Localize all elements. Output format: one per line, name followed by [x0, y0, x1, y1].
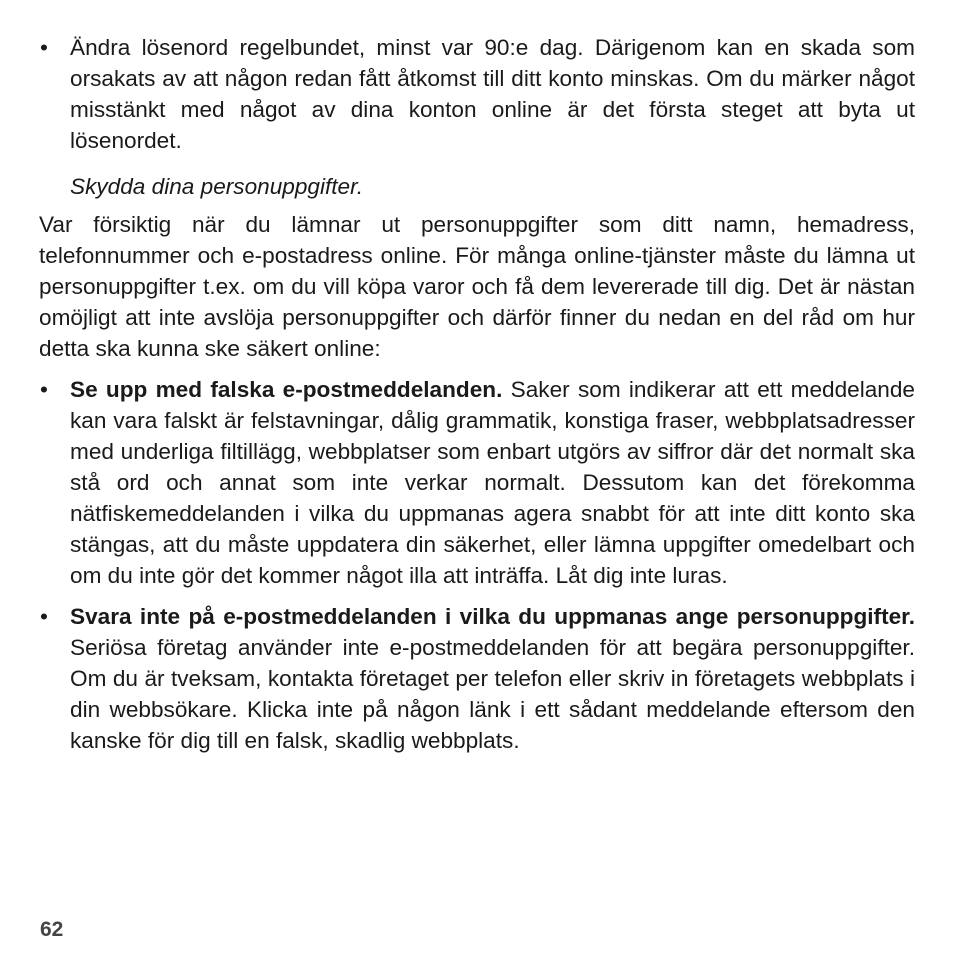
page-number: 62 [40, 918, 64, 941]
bullet-text: Ändra lösenord regelbundet, minst var 90:e dag. Därigenom kan en skada som orsakats av att någon redan fått åtkomst till ditt konto minskas. Om du märker något misstänkt med något av dina konton online är det första steget att byta ut lösenordet. [70, 35, 915, 153]
bullet-icon: • [40, 377, 48, 402]
bullet-text: Saker som indikerar att ett meddelande kan vara falskt är felstavningar, dålig grammatik, konstiga fraser, webbplatsadresser med underliga filtillägg, webbplatser som enbart utgörs av siffror där det normalt ska stå ord och annat som inte verkar normalt. Dessutom kan det förekomma nätfiskemeddelanden i vilka du uppmanas agera snabbt för att inte ditt konto ska stängas, att du måste uppdatera din säkerhet, eller lämna uppgifter omedelbart och om du inte gör det kommer något illa att inträffa. Låt dig inte luras. [70, 377, 915, 588]
intro-paragraph: Var försiktig när du lämnar ut personuppgifter som ditt namn, hemadress, telefonnummer och e-postadress online. För många online-tjänster måste du lämna ut personuppgifter t.ex. om du vill köpa varor och få dem levererade till dig. Det är nästan omöjligt att inte avslöja personuppgifter och därför finner du nedan en del råd om hur detta ska kunna ske säkert online: [39, 212, 915, 361]
bullet-text: Seriösa företag använder inte e-postmeddelanden för att begära personuppgifter. Om du är tveksam, kontakta företaget per telefon eller skriv in företagets webbplats i din webbsökare. Klicka inte på någon länk i ett sådant meddelande eftersom den kanske för dig till en falsk, skadlig webbplats. [70, 635, 915, 753]
bullet-lead: Se upp med falska e-postmeddelanden. [70, 377, 503, 402]
bullet-item-fake-emails [39, 374, 915, 591]
section-subheading: Skydda dina personuppgifter. [70, 174, 364, 199]
bullet-item-change-password [39, 32, 915, 156]
page-content [39, 32, 915, 756]
bullet-lead: Svara inte på e-postmeddelanden i vilka du uppmanas ange personuppgifter. [70, 604, 915, 629]
bullet-icon: • [40, 35, 48, 60]
bullet-icon: • [40, 604, 48, 629]
bullet-item-no-personal-data [39, 601, 915, 756]
